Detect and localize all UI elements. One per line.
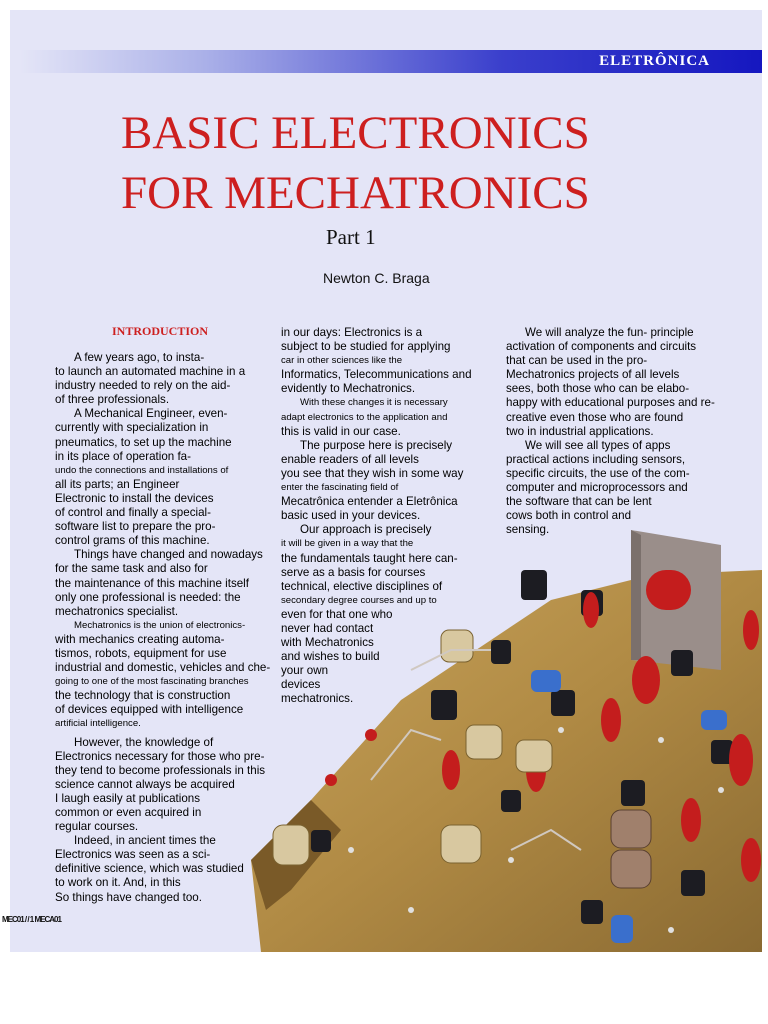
- text-line: science cannot always be acquired: [55, 777, 235, 791]
- part-number: Part 1: [326, 225, 376, 249]
- text-line: of devices equipped with intelligence: [55, 703, 244, 717]
- text-line: technical, elective disciplines of: [281, 579, 443, 593]
- text-line: currently with specialization in: [55, 421, 209, 435]
- text-line: pneumatics, to set up the machine: [55, 435, 232, 449]
- text-line: industry needed to rely on the aid-: [55, 379, 231, 393]
- text-line: never had contact: [281, 621, 374, 635]
- author-byline: Newton C. Braga: [323, 270, 430, 286]
- text-line: serve as a basis for courses: [281, 565, 426, 579]
- text-column-3: [506, 326, 736, 537]
- text-line: and wishes to build: [281, 650, 380, 664]
- text-line: Mechatronics projects of all levels: [506, 368, 680, 382]
- column-1-body: [55, 351, 280, 905]
- text-column-1: [55, 324, 280, 905]
- text-line: car in other sciences like the: [281, 355, 403, 367]
- text-line: specific circuits, the use of the com-: [506, 466, 690, 480]
- text-line: A few years ago, to insta-: [74, 351, 205, 364]
- text-line: subject to be studied for applying: [281, 340, 451, 354]
- text-line: in our days: Electronics is a: [281, 326, 423, 339]
- article-page: [2, 10, 762, 952]
- text-line: computer and microprocessors and: [506, 481, 688, 495]
- text-line: We will see all types of apps: [525, 438, 671, 452]
- article-title-line-1: BASIC ELECTRONICS: [121, 107, 590, 159]
- text-line: happy with educational purposes and re-: [506, 396, 715, 410]
- text-line: Electronics necessary for those who pre-: [55, 749, 265, 763]
- text-line: even for that one who: [281, 607, 393, 621]
- text-line: it will be given in a way that the: [281, 538, 414, 550]
- text-line: Informatics, Telecommunications and: [281, 368, 472, 382]
- text-line: this is valid in our case.: [281, 424, 401, 438]
- text-line: secondary degree courses and up to: [281, 594, 437, 606]
- text-line: the maintenance of this machine itself: [55, 576, 249, 590]
- page-footer-code: MEC01 / / 1 MECA01: [2, 915, 61, 924]
- text-line: practical actions including sensors,: [506, 452, 686, 466]
- text-line: enter the fascinating field of: [281, 482, 399, 494]
- text-line: evidently to Mechatronics.: [281, 382, 416, 396]
- text-line: Our approach is precisely: [300, 523, 432, 537]
- text-line: A Mechanical Engineer, even-: [74, 407, 228, 421]
- text-line: cows both in control and: [506, 509, 632, 523]
- text-line: enable readers of all levels: [281, 452, 419, 466]
- text-line: of three professionals.: [55, 393, 170, 407]
- text-line: the fundamentals taught here can-: [281, 551, 458, 565]
- text-line: only one professional is needed: the: [55, 590, 241, 604]
- text-line: devices: [281, 678, 321, 692]
- text-line: mechatronics.: [281, 692, 354, 706]
- text-line: two in industrial applications.: [506, 424, 654, 438]
- text-line: undo the connections and installations of: [55, 464, 229, 476]
- text-line: I laugh easily at publications: [55, 791, 201, 805]
- text-line: Electronics was seen as a sci-: [55, 848, 211, 862]
- introduction-heading: INTRODUCTION: [111, 324, 208, 338]
- text-line: for the same task and also for: [55, 562, 208, 576]
- text-line: all its parts; an Engineer: [55, 477, 180, 491]
- text-line: of control and finally a special-: [55, 506, 211, 520]
- text-line: tismos, robots, equipment for use: [55, 646, 227, 660]
- text-line: to work on it. And, in this: [55, 876, 181, 890]
- text-column-2: [281, 326, 493, 707]
- text-line: The purpose here is precisely: [300, 438, 453, 452]
- text-line: control grams of this machine.: [55, 534, 210, 548]
- section-label: ELETRÔNICA: [599, 53, 710, 69]
- text-line: your own: [281, 664, 329, 678]
- text-line: sees, both those who can be elabo-: [506, 382, 690, 396]
- text-line: basic used in your devices.: [281, 509, 421, 523]
- text-line: With these changes it is necessary: [300, 397, 448, 409]
- text-line: sensing.: [506, 523, 550, 537]
- text-line: the software that can be lent: [506, 495, 652, 509]
- text-line: that can be used in the pro-: [506, 354, 648, 368]
- section-header-bar: [20, 50, 762, 73]
- text-line: with mechanics creating automa-: [55, 632, 225, 646]
- text-line: Mecatrônica entender a Eletrônica: [281, 495, 458, 509]
- text-line: Indeed, in ancient times the: [74, 834, 216, 848]
- text-line: you see that they wish in some way: [281, 466, 464, 480]
- text-line: Mechatronics is the union of electronics-: [74, 619, 246, 631]
- text-line: Electronic to install the devices: [55, 491, 214, 505]
- text-line: software list to prepare the pro-: [55, 520, 216, 534]
- text-line: with Mechatronics: [281, 636, 374, 650]
- text-line: adapt electronics to the application and: [281, 411, 448, 423]
- text-line: artificial intelligence.: [55, 718, 141, 730]
- text-line: industrial and domestic, vehicles and che-: [55, 661, 271, 675]
- text-line: creative even those who are found: [506, 410, 684, 424]
- text-line: going to one of the most fascinating branches: [55, 676, 249, 688]
- text-line: So things have changed too.: [55, 890, 202, 904]
- text-line: However, the knowledge of: [74, 735, 214, 749]
- article-title-line-2: FOR MECHATRONICS: [121, 167, 590, 219]
- text-line: Things have changed and nowadays: [74, 548, 263, 562]
- text-line: the technology that is construction: [55, 689, 231, 703]
- text-line: they tend to become professionals in this: [55, 763, 266, 777]
- text-line: to launch an automated machine in a: [55, 365, 246, 379]
- text-line: definitive science, which was studied: [55, 862, 244, 876]
- text-line: common or even acquired in: [55, 806, 202, 819]
- text-line: mechatronics specialist.: [55, 604, 179, 618]
- text-line: We will analyze the fun- principle: [525, 326, 694, 339]
- text-line: regular courses.: [55, 820, 139, 834]
- text-line: activation of components and circuits: [506, 340, 697, 354]
- text-line: in its place of operation fa-: [55, 449, 191, 463]
